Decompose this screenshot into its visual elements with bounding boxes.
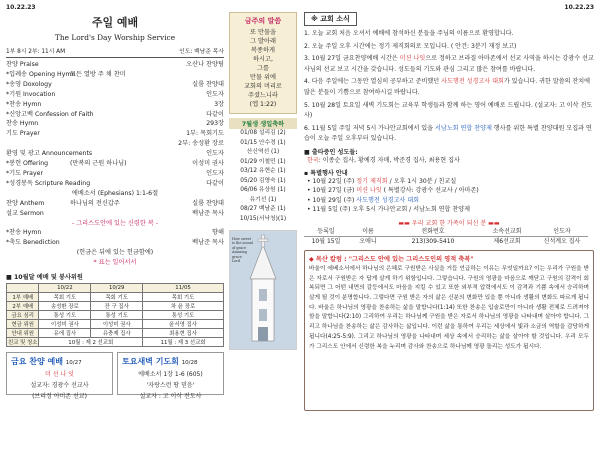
birthday-entry: 08/27 백남준 (1) [240, 206, 286, 212]
saturday-speaker: 설교자 : 고 이삭 전도사 [139, 392, 202, 400]
text: • 11월 5일 (주) 오후 5시 가나안교회 / 서남노회 연합 찬양제 [307, 206, 471, 214]
text: • 10월 27일 (금) [307, 187, 357, 195]
rotation-cell: 통성 기도 [143, 310, 224, 319]
service-header [6, 46, 224, 55]
new-member-cell: 213)309-5410 [411, 237, 455, 245]
status-title: ■ 출타중인 성도들: [304, 148, 358, 156]
birthday-entry: 유기선 (1) [249, 196, 277, 203]
events-title: ▪ 특별행사 안내 [304, 169, 348, 177]
new-member-header: 등록일 [304, 227, 348, 237]
event-item [307, 196, 594, 206]
order-item-name: 찬송 Hymn [6, 120, 39, 128]
order-item [6, 238, 224, 248]
verse-line: 또 만물을 [250, 29, 276, 36]
birthday-entry: 10/15(서낙청)(1) [239, 215, 287, 222]
order-item-name: *찬송 Hymn [6, 100, 42, 108]
verse-line: (엡 1:22) [249, 101, 277, 108]
rotation-cell: 이성미 권사 [39, 319, 91, 328]
order-item-person: 1부: 목회기도 [186, 130, 224, 138]
new-member-cell: 제6선교회 [493, 237, 521, 245]
order-item-person: 다같이 [206, 110, 224, 118]
order-group-1 [6, 60, 224, 189]
order-group-3 [6, 228, 224, 248]
birthday-entry: 01/29 이철민 (1) [240, 158, 286, 165]
rotation-cell: 잔 구 집사 [91, 301, 143, 310]
church-illustration [229, 230, 297, 350]
text: • 10월 29일 (주) [307, 196, 357, 204]
verse-line: 만물 위에 [250, 74, 276, 81]
order-item-person: 이성미 권사 [192, 160, 224, 168]
pastor-column-body: 바울이 에베소서에서 하나님의 은혜로 구원받은 사실을 거듭 언급하는 이유는 무엇일까요? 이는 우리가 구원을 받은 자로서 구원받은 자 답게 살게 하기 위함입니다. 그렇습니다. 구원의 영광을 마음으로 깨닫고 구원의 감격이 회복되면 그 어떤 내면의 갈등에서도 마음을 지킬 수 있고 또한 외부적 압력에서도 이 감격과 기쁨 속에서 승리하며 살게 될 것이 분명합니다. 그렇다면 구원 받은 자의 삶은 신분의 변화만 있을 뿐 아니라 생활의 변화도 따르게 됩니다. 바울은 하나님의 영광을 찬송하는 삶을 말합니다(1:14) 또한 찬송은 입술로만이 아니라 생활 전체로 드려져야 함을 말합니다(2:10) 그리하여 우리는 하나님께 구원을 받은 자로서 하나님의 영광을 나타내며 살아야 합니다. 그리고 하나님을 찬송하는 삶은 감사하는 삶입니다. 이런 삶을 통하여 우리는 세상에서 빛과 소금의 역할을 감당하게 됩니다(4:25-5:9). 그리고 하나님의 영광을 나타내며 세상 속에서 승리하는 삶을 살아야 할 것입니다. 우리 모두가 그리스도 안에서 신령한 복을 누리며 감사와 찬송으로 하나님께 영광 돌리는 성도가 됩시다. [309, 265, 589, 350]
rotation-table [6, 283, 224, 347]
order-item-person: 향해 [212, 229, 224, 237]
news-item [304, 101, 594, 122]
highlight: 정기 제직회 [356, 177, 388, 185]
rotation-role: 금요 심리 [7, 310, 39, 319]
new-member-header: 인도자 [536, 227, 588, 237]
rotation-cell: 유충제 집사 [91, 328, 143, 337]
friday-mission: (브리징 아미존 선교) [32, 392, 87, 400]
order-item [6, 100, 224, 110]
verse-line: 그를 [257, 65, 269, 72]
rotation-role: 안내 위원 [7, 328, 39, 337]
text: 행사를 위한 특별 찬양대원 모집과 연습이 오늘 주일 오후부터 있습니다. [304, 124, 592, 143]
illustration-caption [232, 237, 256, 263]
bulletin-date-right: 10.22.23 [564, 4, 594, 11]
rotation-header-cell: 10/22 [39, 284, 91, 293]
order-item-person: 오산나 찬양팀 [186, 61, 224, 68]
order-item [6, 119, 224, 129]
rotation-header-cell [7, 284, 39, 293]
news-item [304, 54, 594, 75]
text: 가 있습니다. 귀한 말씀의 잔치에 많은 분들이 기쁨으로 참여하시길 바랍니다. [304, 78, 591, 96]
order-item-name: *송영 Doxology [6, 80, 52, 88]
illustration-caption-line: How sweet [232, 237, 251, 241]
order-item [6, 129, 224, 139]
saturday-theme: '자랑스런 땅 믿음' [146, 381, 195, 389]
order-of-worship [6, 60, 224, 268]
news-item [304, 77, 594, 98]
new-member-header: 전화번호 [388, 227, 478, 237]
order-item-name: *봉헌 Offering [6, 160, 49, 168]
offering-note: (헌금은 뒤에 있는 헌금함에) [76, 249, 154, 257]
order-item [6, 199, 224, 209]
order-item [6, 90, 224, 100]
verse-line: 교회의 머리로 [244, 83, 282, 90]
illustration-caption-line: Amazing grace [232, 250, 247, 259]
friday-theme: 미 선 나 잇 [45, 370, 74, 378]
order-item-person: 293장 [206, 120, 224, 128]
text: 1. 오늘 교회 처음 오셔서 예배에 참석하신 분들을 주님의 이름으로 환영합니다. [304, 30, 514, 37]
rotation-role: 1부 예배 [7, 292, 39, 301]
bulletin-date-left: 10.22.23 [6, 4, 36, 11]
rotation-row [7, 319, 224, 328]
order-item-person: 백남준 목사 [192, 239, 224, 247]
highlight: 사도행전 성경고사 대회 [441, 78, 504, 86]
weekday-services [6, 352, 224, 400]
rotation-cell: 이성미 권사 [91, 319, 143, 328]
news-list [304, 29, 594, 145]
birthday-entry: 05/20 김영숙 (1) [240, 177, 286, 184]
saturday-passage: 에베소서 1장 1-6 (605) [138, 370, 203, 378]
sermon-title: - 그리스도안에 있는 신령한 복 - [71, 219, 159, 227]
rotation-role: 친교 및 청소 [7, 337, 39, 346]
new-member-header: 이름 [348, 227, 388, 237]
birthday-list [229, 118, 297, 224]
birthday-title: 7월생 생일축하 [229, 118, 297, 129]
pastor-column-title: ◆ 목산 칼럼 : "그리스도 안에 있는 그리스도인의 영적 축복" [309, 255, 474, 263]
birthday-entry: 산신역선 (1) [246, 149, 280, 155]
news-item [304, 124, 594, 145]
saturday-service-box [117, 352, 224, 400]
status-line: 한국: 이종순 집사, 황예경 자매, 박준경 집사, 최용현 집사 [307, 156, 460, 164]
divider [6, 57, 224, 58]
highlight: 미션 나잇 [356, 187, 382, 195]
order-item-name: 찬양 Anthem [6, 199, 45, 207]
friday-speaker: 설교자: 경광수 선교사 [30, 381, 89, 389]
illustration-caption-line: Lord [232, 259, 241, 264]
text: 4. 다음 주일에는 그동안 열심히 공부하고 준비했던 [304, 78, 442, 86]
order-item-person: 다같이 [206, 179, 224, 187]
birthday-entry: 01/15 안수경 (1) [240, 139, 286, 146]
rotation-role: 현금 위원 [7, 319, 39, 328]
text: ( 특별강사: 강광수 선교사 / 아마존) [381, 187, 479, 195]
order-item [6, 169, 224, 179]
rotation-role: 2부 예배 [7, 301, 39, 310]
order-item-person: 3장 [214, 100, 224, 108]
order-item-name: 환영 및 광고 Announcements [6, 150, 93, 158]
order-item-name: *입례송 Opening Hymn [6, 70, 76, 78]
order-item-name: *신앙고백 Confession of Faith [6, 110, 94, 118]
order-item [6, 209, 224, 219]
order-item-person: 실룸 찬양대 [192, 199, 224, 207]
rotation-row [7, 310, 224, 319]
order-item-detail: (만복의 근원 하나님) [70, 160, 127, 168]
new-member-cell: 10월 15일 [311, 237, 341, 245]
text: 3. 10월 27일 금요찬양예배 시간은 [304, 55, 400, 63]
weekly-verse-box [229, 12, 297, 114]
rotation-cell: 차 윤 장로 [143, 301, 224, 310]
order-item-person: 2부: 송성환 장로 [178, 140, 224, 148]
order-group-2 [6, 199, 224, 219]
worship-title-en: The Lord's Day Worship Service [54, 33, 176, 42]
rotation-row [7, 337, 224, 346]
pastor-column-box [304, 250, 594, 411]
text: 2. 오늘 주일 오후 시간에는 정기 제직회의로 모입니다. ( 안건: 3분기 재정 보고) [304, 42, 517, 50]
new-members-title: ▬▬ 우리 교회 한 가족이 되신 분 ▬▬ [398, 219, 500, 227]
text: / 오후 1시 30분 / 친교실 [387, 177, 457, 185]
rotation-cell: 목회 기도 [39, 292, 91, 301]
rotation-cell: 유에 집사 [39, 328, 91, 337]
highlight: 서남노회 연합 찬양제 [435, 124, 492, 132]
order-item [6, 60, 224, 70]
text: 5. 10월 28일 토요일 새벽 기도회는 교육부 학생들과 함께 하는 영어 예배로 드립니다. (설교자: 고 이삭 전도사) [304, 101, 593, 120]
order-item-person: 백남준 목사 [192, 209, 224, 217]
rotation-title: ■ 10월달 예배 및 봉사위원 [6, 274, 83, 282]
rotation-cell: 목회 기도 [143, 292, 224, 301]
service-leader: 인도: 백남준 목사 [179, 49, 224, 55]
order-item [6, 159, 224, 169]
rotation-cell: 통성 기도 [91, 310, 143, 319]
text: 6. 11월 5일 주일 저녁 5시 가나안교회에서 있을 [304, 124, 436, 132]
verse-line: 주셨느니라 [248, 92, 278, 99]
event-item [307, 186, 594, 196]
birthday-entry: 01/08 설리김 (2) [240, 130, 286, 136]
rotation-cell: 송성환 장로 [39, 301, 91, 310]
order-item-person: 인도자 [206, 169, 224, 177]
order-item-name: 찬양 Praise [6, 61, 39, 68]
rotation-cell: 최용현 집사 [143, 328, 224, 337]
verse-line: 그 발아래 [250, 38, 276, 45]
event-item [307, 205, 594, 215]
news-item [304, 42, 594, 53]
order-item [6, 70, 224, 80]
order-item [6, 110, 224, 120]
events-list [304, 177, 594, 215]
text: 으로 정하고 브라질 아마존에서 선교 사역을 하시는 강광수 선교사님의 선교 보고 시간을 갖습니다. 성도들의 기도와 관심 그리고 많은 참여를 바랍니다. [304, 55, 594, 73]
illustration-caption-line: is the sound [232, 241, 253, 246]
birthday-entry: 06/06 유상원 (1) [240, 187, 286, 193]
order-item-person: 실룸 찬양대 [192, 80, 224, 88]
new-member-header: 소속선교회 [478, 227, 536, 237]
new-members-table [304, 227, 594, 246]
rotation-row [7, 328, 224, 337]
rotation-header-row [7, 284, 224, 293]
news-item [304, 29, 594, 40]
news-title: ※ 교회 소식 [304, 12, 357, 26]
order-item-person: 인도자 [206, 90, 224, 98]
event-item [307, 177, 594, 187]
order-item-name: *기도 Prayer [6, 169, 43, 177]
rotation-cell: 윤서영 집사 [143, 319, 224, 328]
birthday-entry: 03/12 유현순 (1) [240, 168, 286, 174]
order-item [6, 149, 224, 159]
new-member-cell: 신석계오 집사 [543, 237, 581, 245]
order-item-name: 설교 Sermon [6, 209, 44, 217]
stand-note: * 표는 일어서서 [93, 259, 137, 267]
highlight: 사도행전 성경고사 대회 [356, 196, 420, 204]
worship-order-column [6, 12, 224, 460]
weekly-verse-text [233, 28, 293, 109]
rotation-row [7, 292, 224, 301]
order-item [6, 228, 224, 238]
verse-line: 복종하게 [251, 47, 275, 54]
church-news-column [304, 12, 594, 460]
order-item [6, 80, 224, 90]
weekly-verse-title: 금주의 말씀 [244, 17, 282, 25]
rotation-row [7, 301, 224, 310]
rotation-header-cell: 11/05 [143, 284, 224, 293]
verse-line: 하시고, [253, 56, 273, 63]
order-item-detail: 모든 열방 주 채 찬미 [70, 70, 126, 78]
worship-title: 주일 예배 [91, 16, 139, 29]
rotation-cell: 목회 기도 [91, 292, 143, 301]
order-item-name: 기도 Prayer [6, 130, 40, 138]
order-item [6, 139, 224, 149]
new-member-cell: 오애니 [359, 237, 377, 245]
order-item-name: *성경봉독 Scripture Reading [6, 179, 91, 187]
illustration-caption-line: of grace [232, 245, 247, 250]
order-item-person: 인도자 [206, 150, 224, 158]
rotation-header-cell: 10/29 [91, 284, 143, 293]
service-time: 1부 8시 2부: 11시 AM [6, 49, 66, 55]
highlight: 미션 나잇 [399, 55, 426, 63]
rotation-cell: 통성 기도 [39, 310, 91, 319]
saturday-title: 토요새벽 기도회 10/28 [122, 356, 198, 366]
rotation-cell: 11월 : 제 3 선교회 [143, 337, 224, 346]
order-item-detail: 하나님의 전신갑주 [70, 199, 120, 207]
friday-title: 금요 찬양 예배 10/27 [11, 356, 82, 366]
order-item-name: *기원 Invocation [6, 90, 56, 98]
middle-column [229, 12, 297, 460]
scripture-reference: 에베소서 (Ephesians) 1:1-6절 [71, 189, 159, 197]
friday-service-box [6, 352, 113, 400]
order-item-name: *축도 Benediction [6, 239, 60, 247]
text: • 10월 22일 (주) [307, 177, 357, 185]
order-item-name: *찬송 Hymn [6, 229, 42, 237]
order-item [6, 179, 224, 189]
rotation-cell: 10월 : 제 2 선교회 [39, 337, 143, 346]
